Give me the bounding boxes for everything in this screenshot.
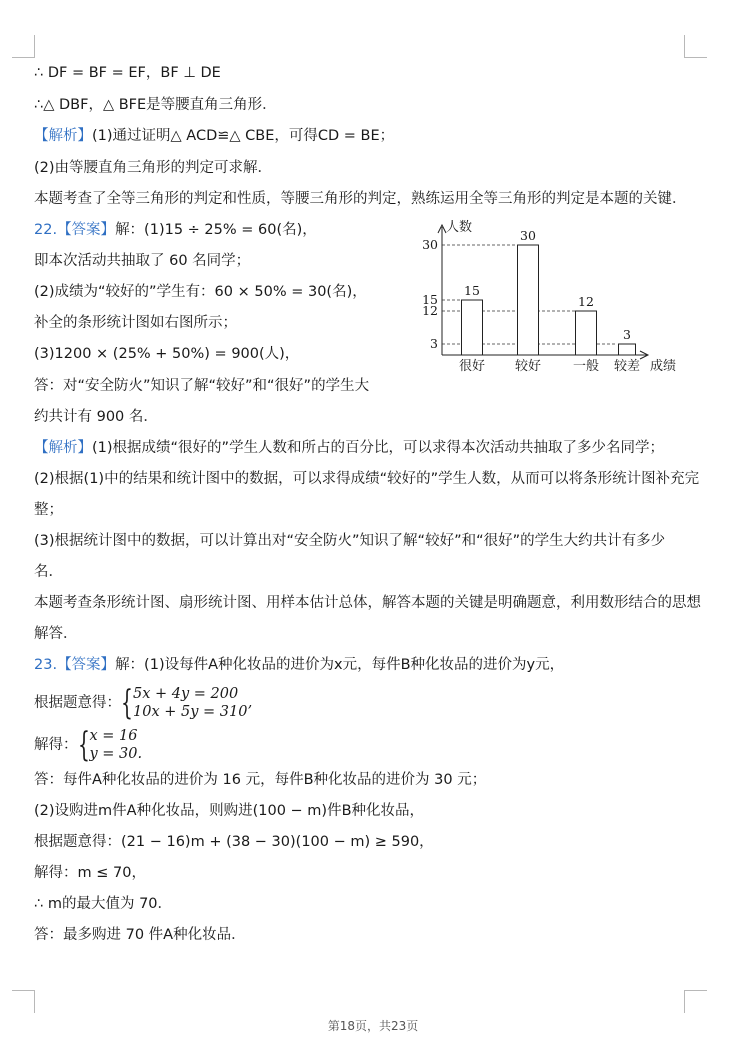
bar-value-label: 15 [464,283,480,298]
answer-tag: 【答案】 [57,657,116,673]
q23-solution-system [34,725,142,765]
q22-line-2: 即本次活动共抽取了 60 名同学； [34,253,251,269]
analysis-text: (1)通过证明△ ACD≌△ CBE，可得CD = BE； [92,128,395,144]
q22-analysis-2: (2)根据(1)中的结果和统计图中的数据，可以求得成绩“较好的”学生人数，从而可以将条形统计图补充完 [34,471,700,487]
question-number: 23. [34,657,58,673]
crop-mark-bottom-left [12,990,35,1013]
bar-value-label: 30 [520,228,536,243]
analysis-tag: 【解析】 [34,128,92,144]
q22-summary-1: 本题考查条形统计图、扇形统计图、用样本估计总体，解答本题的关键是明确题意，利用数形结合的思想 [34,595,701,611]
crop-mark-top-left [12,35,35,58]
category-label: 很好 [458,359,486,374]
q23-line-4: 答：每件A种化妆品的进价为 16 元，每件B种化妆品的进价为 30 元； [34,772,487,788]
page-footer: 第18页，共23页 [327,1019,419,1033]
y-tick-label: 12 [422,303,438,318]
y-tick-label: 3 [430,336,438,351]
q21-triangle-line: ∴△ DBF，△ BFE是等腰直角三角形． [34,97,277,113]
q22-line-7: 约共计有 900 名． [34,409,158,425]
x-axis-label: 成绩 [650,359,677,374]
q23-line-5: (2)设购进m件A种化妆品，则购进(100 − m)件B种化妆品， [34,803,425,819]
solution-2: y = 30. [89,746,143,762]
q21-analysis-1 [34,126,394,146]
question-number: 22. [34,222,58,238]
q22-line-4: 补全的条形统计图如右图所示； [34,315,237,331]
y-tick-label: 15 [422,292,438,307]
q21-analysis-2: (2)由等腰直角三角形的判定可求解． [34,160,273,176]
equation-1: 5x + 4y = 200 [133,686,239,702]
q22-line-6: 答：对“安全防火”知识了解“较好”和“很好”的学生大 [34,378,370,394]
left-brace: { [77,725,90,765]
equation-lead: 根据题意得： [34,695,121,711]
bar [576,311,597,355]
q22-analysis-2b: 整； [34,502,63,518]
crop-mark-bottom-right [684,990,707,1013]
q23-line-9: 答：最多购进 70 件A种化妆品． [34,927,246,943]
answer-tag: 【答案】 [57,222,116,238]
bar [462,300,483,355]
bar [619,344,636,355]
bar-chart [410,215,700,380]
q23-equation-system [34,683,252,723]
left-brace: { [121,683,133,723]
q23-line-6: 根据题意得：(21 − 16)m + (38 − 30)(100 − m) ≥ 590， [34,834,434,850]
y-tick-label: 30 [422,237,438,252]
category-label: 较好 [514,359,542,374]
q22-analysis-3: (3)根据统计图中的数据，可以计算出对“安全防火”知识了解“较好”和“很好”的学生大约共计有多少 [34,533,666,549]
category-label: 较差 [613,359,641,374]
q22-line-3: (2)成绩为“较好的”学生有：60 × 50% = 30(名)， [34,284,367,300]
y-axis-label: 人数 [446,220,473,235]
bar-value-label: 3 [623,327,631,342]
q23-line-1 [34,655,564,675]
analysis-text: (1)根据成绩“很好的”学生人数和所占的百分比，可以求得本次活动共抽取了多少名同学； [92,440,665,456]
bar-value-label: 12 [578,294,594,309]
q22-summary-2: 解答． [34,626,78,642]
q21-conclusion-line: ∴ DF = BF = EF，BF ⊥ DE [34,65,221,81]
q21-summary: 本题考查了全等三角形的判定和性质，等腰三角形的判定，熟练运用全等三角形的判定是本题的关键． [34,191,687,207]
equation-2: 10x + 5y = 310’ [133,704,253,720]
answer-text: 解：(1)设每件A种化妆品的进价为x元，每件B种化妆品的进价为y元， [115,657,565,673]
q22-line-5: (3)1200 × (25% + 50%) = 900(人)， [34,346,300,362]
q23-line-7: 解得：m ≤ 70， [34,865,146,881]
q22-analysis-3b: 名． [34,564,63,580]
bar [518,245,539,355]
solution-1: x = 16 [89,728,138,744]
q23-line-8: ∴ m的最大值为 70． [34,896,173,912]
category-label: 一般 [572,359,600,374]
analysis-tag: 【解析】 [34,440,92,456]
solution-lead: 解得： [34,737,78,753]
q22-line-1 [34,220,317,240]
answer-text: 解：(1)15 ÷ 25% = 60(名)， [115,222,317,238]
crop-mark-top-right [684,35,707,58]
q22-analysis-1 [34,438,664,458]
